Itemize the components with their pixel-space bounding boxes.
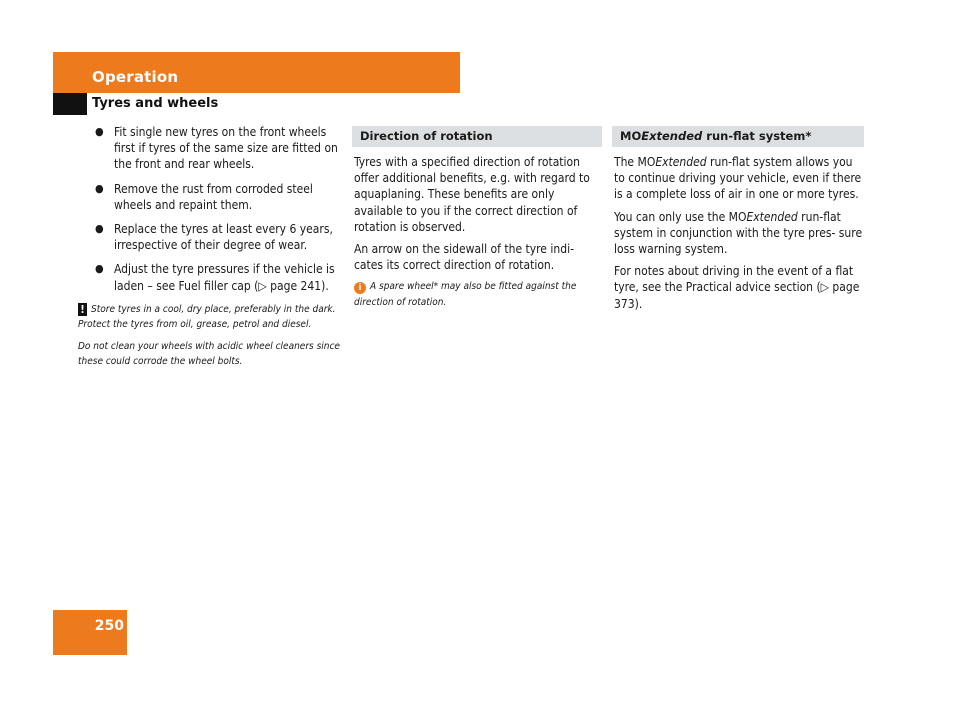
exclamation-icon: ! bbox=[78, 303, 87, 316]
section-tab-marker bbox=[53, 93, 87, 115]
list-item: ● Fit single new tyres on the front wheels first if tyres of the same size are fitted on the front and rear wheels. bbox=[95, 125, 338, 172]
chapter-header-bar bbox=[53, 52, 460, 93]
paragraph: You can only use the MOExtended run-flat system in conjunction with the tyre pres- sure loss warning system. bbox=[614, 209, 863, 257]
chapter-title: Operation bbox=[92, 68, 179, 86]
column-right bbox=[614, 124, 864, 318]
list-item: ● Adjust the tyre pressures if the vehicle is laden – see Fuel filler cap (▷ page 241). bbox=[95, 262, 335, 293]
bullet-icon: ● bbox=[95, 125, 104, 138]
page-number: 250 bbox=[94, 618, 124, 634]
paragraph: An arrow on the sidewall of the tyre indi- cates its correct direction of rotation. bbox=[354, 242, 574, 273]
column-left bbox=[78, 124, 342, 376]
info-icon: i bbox=[354, 282, 366, 294]
bullet-icon: ● bbox=[95, 181, 104, 195]
list-item: ● Remove the rust from corroded steel wheels and repaint them. bbox=[95, 181, 313, 212]
section-title: Tyres and wheels bbox=[92, 96, 219, 111]
info-note: i A spare wheel* may also be fitted against the direction of rotation. bbox=[354, 281, 577, 308]
paragraph: Tyres with a specified direction of rotation offer additional benefits, e.g. with regard to aquaplaning. These benefits are only available to you if the correct direction of rotation is observed. bbox=[354, 155, 590, 234]
warning-note-continued: Do not clean your wheels with acidic wheel cleaners since these could corrode the wheel bolts. bbox=[78, 340, 340, 368]
paragraph: For notes about driving in the event of a flat tyre, see the Practical advice section (▷ page 373). bbox=[614, 264, 860, 311]
list-item: ● Replace the tyres at least every 6 years, irrespective of their degree of wear. bbox=[95, 222, 333, 253]
section-heading-direction-of-rotation: Direction of rotation bbox=[352, 126, 602, 147]
section-heading-run-flat-system: MOExtended run-flat system* bbox=[612, 126, 864, 147]
bullet-icon: ● bbox=[95, 222, 104, 236]
bullet-icon: ● bbox=[95, 262, 104, 276]
warning-note: ! Store tyres in a cool, dry place, preferably in the dark. Protect the tyres from oil, grease, petrol and diesel. bbox=[78, 302, 336, 331]
column-middle bbox=[354, 124, 602, 316]
bullet-list bbox=[92, 124, 342, 294]
page-number-box bbox=[53, 610, 127, 655]
paragraph: The MOExtended run-flat system allows you to continue driving your vehicle, even if there is a complete loss of air in one or more tyres. bbox=[614, 155, 862, 202]
